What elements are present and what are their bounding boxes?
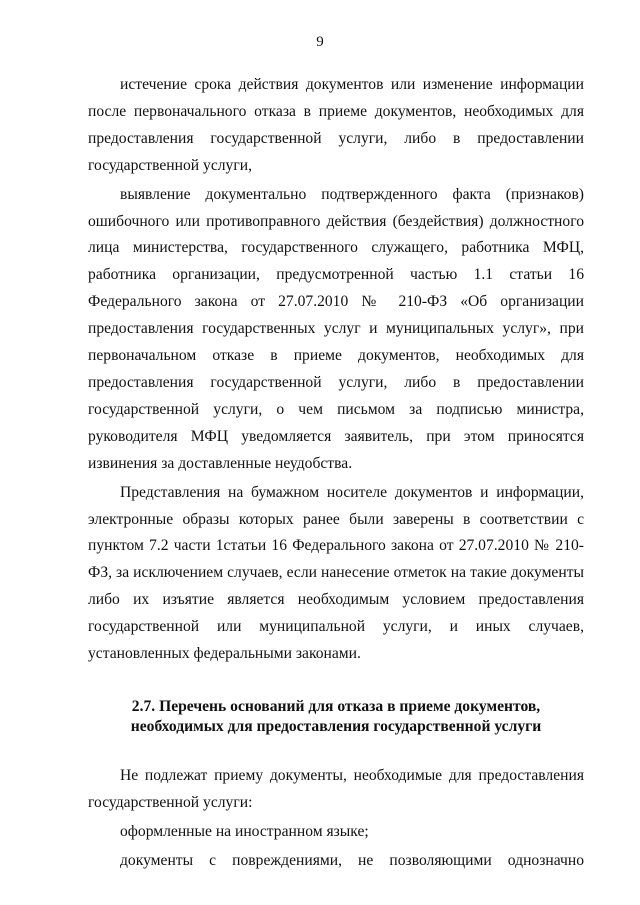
paragraph-not-accepted: Не подлежат приему документы, необходимые для предоставления государственной услуги: bbox=[88, 766, 584, 811]
paragraph-document-expiry: истечение срока действия документов или изменение информации после первоначального отказа в приеме документов, необходимых для предоставления государственной услуги, либо в предоставлении государственной услуги, bbox=[88, 76, 584, 174]
paragraph-damaged-documents: документы с повреждениями, не позволяющими однозначно bbox=[120, 851, 584, 869]
paragraph-foreign-language: оформленные на иностранном языке; bbox=[120, 822, 369, 840]
document-body bbox=[88, 72, 584, 877]
section-heading-line1: 2.7. Перечень оснований для отказа в приеме документов, bbox=[131, 697, 541, 715]
section-heading-line2: необходимых для предоставления государственной услуги bbox=[130, 717, 542, 735]
paragraph-paper-documents: Представления на бумажном носителе документов и информации, электронные образы которых ранее были заверены в соответствии с пунктом 7.2 части 1статьи 16 Федерального закона от 27.07.2010 № 210-ФЗ, за исключением случаев, если нанесение отметок на такие документы либо их изъятие является необходимым условием предоставления государственной или муниципальной услуги, и иных случаев, установленных федеральными законами. bbox=[88, 483, 584, 663]
section-heading bbox=[88, 697, 584, 737]
page-number: 9 bbox=[316, 34, 324, 50]
paragraph-error-detection: выявление документально подтвержденного факта (признаков) ошибочного или противоправного действия (бездействия) должностного лица министерства, государственного служащего, работника МФЦ, работника организации, предусмотренной частью 1.1 статьи 16 Федерального закона от 27.07.2010 № 210-ФЗ «Об организации предоставления государственных услуг и муниципальных услуг», при первоначальном отказе в приеме документов, необходимых для предоставления государственной услуги, либо в предоставлении государственной услуги, о чем письмом за подписью министра, руководителя МФЦ уведомляется заявитель, при этом приносятся извинения за доставленные неудобства. bbox=[88, 185, 584, 472]
